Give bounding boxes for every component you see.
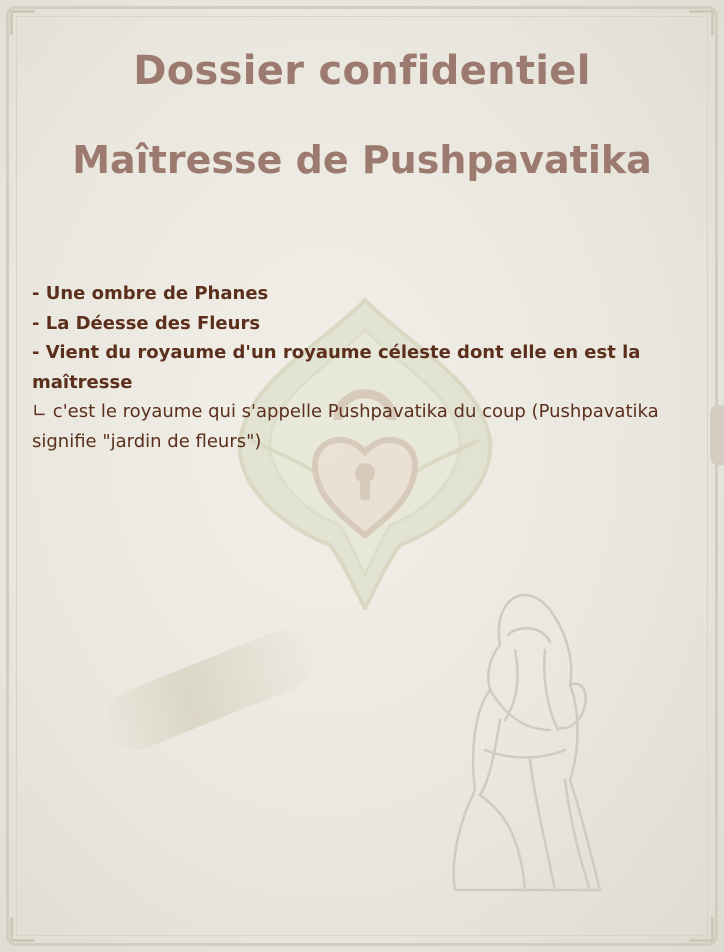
- side-tab: [710, 405, 724, 465]
- note-line: ∟ c'est le royaume qui s'appelle Pushpavatika du coup (Pushpavatika signifie "jardin de fleurs"): [32, 401, 659, 452]
- hooded-figure-icon: [430, 580, 630, 900]
- character-name: Maîtresse de Pushpavatika: [72, 138, 652, 182]
- dossier-title: Dossier confidentiel: [133, 48, 591, 94]
- paper-stain: [97, 621, 323, 759]
- dossier-notes: [32, 279, 662, 456]
- corner-ornament-top-right: [689, 10, 714, 35]
- note-line: - La Déesse des Fleurs: [32, 312, 261, 334]
- note-line: - Vient du royaume d'un royaume céleste dont elle en est la maîtresse: [32, 342, 641, 393]
- corner-ornament-bottom-left: [10, 917, 35, 942]
- note-line: - Une ombre de Phanes: [32, 283, 269, 304]
- corner-ornament-top-left: [10, 10, 35, 35]
- corner-ornament-bottom-right: [689, 917, 714, 942]
